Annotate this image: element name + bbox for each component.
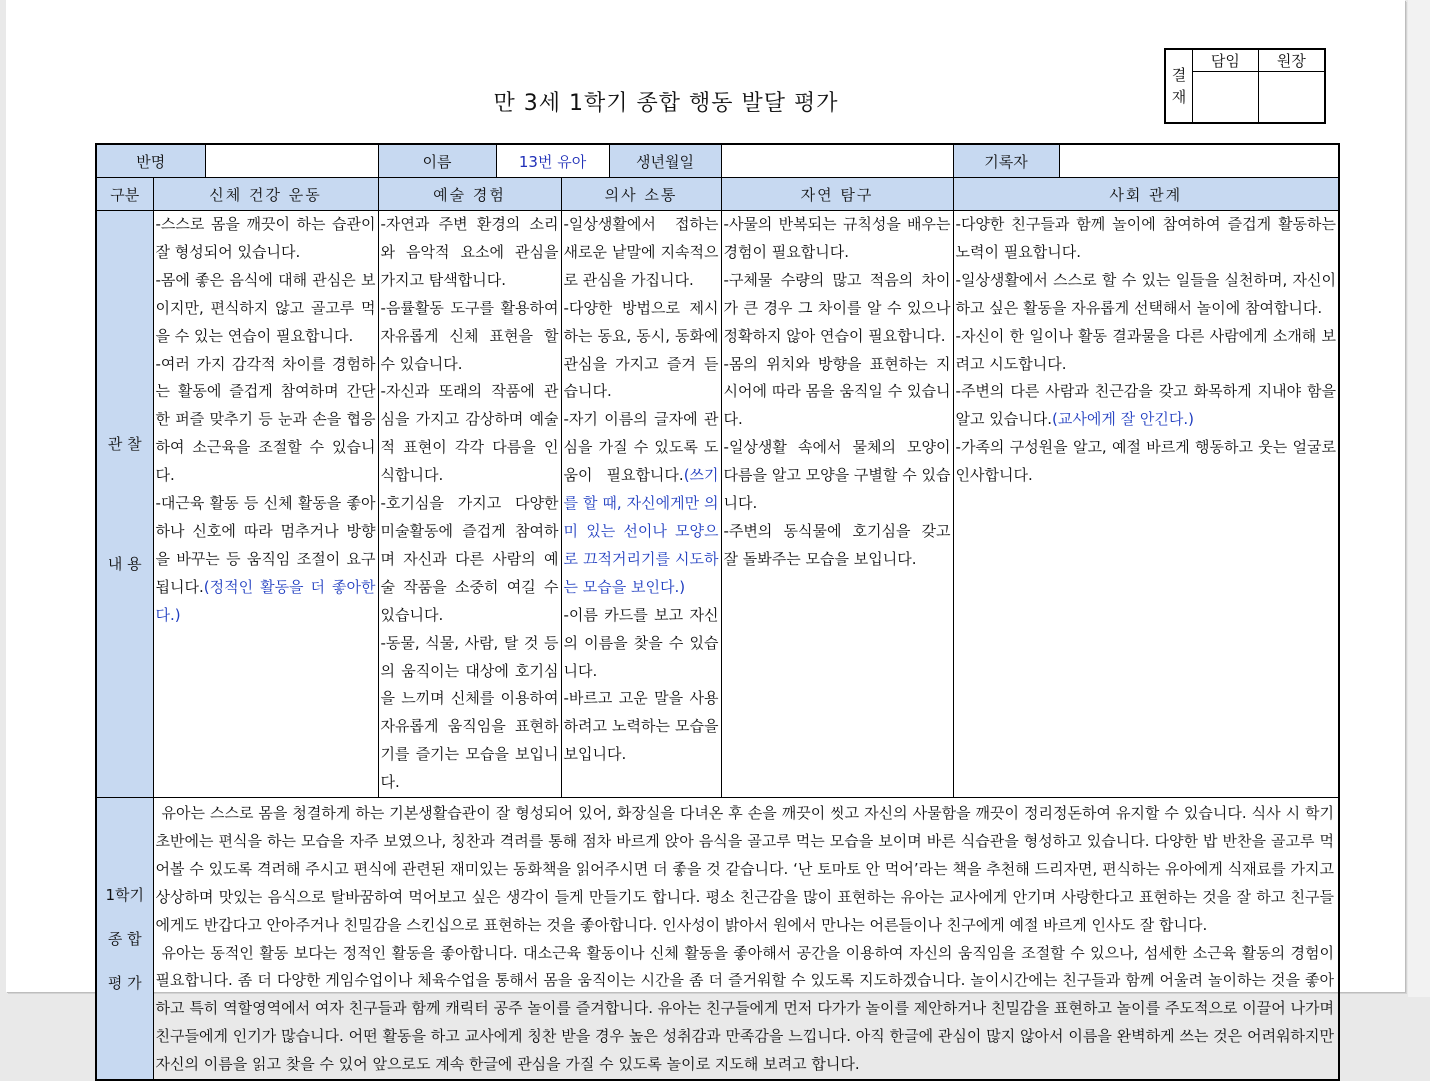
- category-row: [96, 178, 1339, 211]
- observation-social-note: (교사에게 잘 안긴다.): [1052, 410, 1194, 429]
- observation-social-text: -다양한 친구들과 함께 놀이에 참여하여 즐겁게 활동하는 노력이 필요합니다. -일상생활에서 스스로 할 수 있는 일들을 실천하며, 자신이 하고 싶은 활동을 자유롭게 선택해서 놀이에 참여합니다. -자신이 한 일이나 활동 결과물을 다른 사람에게 소개해 보려고 시도합니다. -주변의 다른 사람과 친근감을 갖고 화목하게 지내야 함을 알고 있습니다.: [955, 215, 1337, 429]
- approval-director-sign[interactable]: [1258, 72, 1325, 124]
- right-scrollbar[interactable]: [1408, 0, 1430, 997]
- observation-nature-text: -사물의 반복되는 규칙성을 배우는 경험이 필요합니다. -구체물 수량의 많고 적음의 차이가 큰 경우 그 차이를 알 수 있으나 정확하지 않아 연습이 필요합니다. -몸의 위치와 방향을 표현하는 지시어에 따라 몸을 움직일 수 있습니다. -일상생활 속에서 물체의 모양이 다름을 알고 모양을 구별할 수 있습니다. -주변의 동식물에 호기심을 갖고 잘 돌봐주는 모습을 보입니다.: [723, 215, 951, 568]
- observation-physical-text: -스스로 몸을 깨끗이 하는 습관이 잘 형성되어 있습니다. -몸에 좋은 음식에 대해 관심은 보이지만, 편식하지 않고 골고루 먹을 수 있는 연습이 필요합니다. -여러 가지 감각적 차이를 경험하는 활동에 즐겁게 참여하며 간단한 퍼즐 맞추기 등 눈과 손을 협응하여 소근육을 조절할 수 있습니다. -대근육 활동 등 신체 활동을 좋아하나 신호에 따라 멈추거나 방향을 바꾸는 등 움직임 조절이 요구됩니다.: [155, 215, 376, 596]
- approval-teacher-sign[interactable]: [1193, 72, 1259, 124]
- category-nature: 자연 탐구: [721, 178, 953, 211]
- category-physical: 신체 건강 운동: [153, 178, 378, 211]
- recorder-label: 기록자: [953, 144, 1059, 178]
- birth-value[interactable]: [721, 144, 953, 178]
- birth-label: 생년월일: [609, 144, 721, 178]
- observation-communication-note: (쓰기를 할 때, 자신에게만 의미 있는 선이나 모양으로 끄적거리기를 시도하는 모습을 보인다.): [563, 466, 719, 596]
- observation-social[interactable]: [953, 211, 1339, 798]
- summary-text[interactable]: [153, 798, 1339, 1081]
- summary-row: [96, 798, 1339, 1081]
- category-label: 구분: [96, 178, 153, 211]
- document-page: [6, 0, 1405, 1074]
- observation-social-text-after: -가족의 구성원을 알고, 예절 바르게 행동하고 웃는 얼굴로 인사합니다.: [955, 438, 1337, 485]
- observation-label: 관 찰 내 용: [96, 211, 153, 798]
- class-value[interactable]: [205, 144, 378, 178]
- page-title: 만 3세 1학기 종합 행동 발달 평가: [493, 91, 839, 116]
- info-row: [96, 144, 1339, 178]
- observation-art[interactable]: [378, 211, 561, 798]
- observation-nature[interactable]: [721, 211, 953, 798]
- category-art: 예술 경험: [378, 178, 561, 211]
- summary-paragraph-2: 유아는 동적인 활동 보다는 정적인 활동을 좋아합니다. 대소근육 활동이나 신체 활동을 좋아해서 공간을 이용하여 자신의 움직임을 조절할 수 있으나, 섬세한 소근육 활동의 경험이 필요합니다. 좀 더 다양한 게임수업이나 체육수업을 통해서 몸을 움직이는 시간을 좀 더 즐거워할 수 있도록 지도하겠습니다. 놀이시간에는 친구들과 함께 어울려 놀이하는 것을 좋아하고 특히 역할영역에서 여자 친구들과 함께 캐릭터 공주 놀이를 즐겨합니다. 유아는 친구들에게 먼저 다가가 놀이를 제안하거나 친밀감을 표현하고 놀이를 주도적으로 이끌어 나가며 친구들에게 인기가 많습니다. 어떤 활동을 하고 교사에게 칭찬 받을 경우 높은 성취감과 만족감을 느낍니다. 아직 한글에 관심이 많지 않아서 이름을 완벽하게 쓰는 것은 어려워하지만 자신의 이름을 읽고 찾을 수 있어 앞으로도 계속 한글에 관심을 가질 수 있도록 놀이로 지도해 보려고 합니다.: [155, 943, 1335, 1074]
- category-communication: 의사 소통: [561, 178, 721, 211]
- observation-art-text: -자연과 주변 환경의 소리와 음악적 요소에 관심을 가지고 탐색합니다. -음률활동 도구를 활용하여 자유롭게 신체 표현을 할 수 있습니다. -자신과 또래의 작품에 관심을 가지고 감상하며 예술적 표현이 각각 다름을 인식합니다. -호기심을 가지고 다양한 미술활동에 즐겁게 참여하며 자신과 다른 사람의 예술 작품을 소중히 여길 수 있습니다. -동물, 식물, 사람, 탈 것 등의 움직이는 대상에 호기심을 느끼며 신체를 이용하여 자유롭게 움직임을 표현하기를 즐기는 모습을 보입니다.: [380, 215, 559, 792]
- summary-label: 1학기 종 합 평 가: [96, 798, 153, 1081]
- observation-row: [96, 211, 1339, 798]
- observation-physical-note: (정적인 활동을 더 좋아한다.): [155, 577, 376, 624]
- observation-communication-text: -일상생활에서 접하는 새로운 낱말에 지속적으로 관심을 가집니다. -다양한 방법으로 제시하는 동요, 동시, 동화에 관심을 가지고 즐겨 듣습니다. -자기 이름의 글자에 관심을 가질 수 있도록 도움이 필요합니다.: [563, 215, 719, 485]
- approval-director-header: 원장: [1258, 49, 1325, 72]
- approval-label: 결 재: [1165, 49, 1193, 123]
- observation-physical[interactable]: [153, 211, 378, 798]
- approval-box: [1164, 48, 1326, 124]
- summary-paragraph-1: 유아는 스스로 몸을 청결하게 하는 기본생활습관이 잘 형성되어 있어, 화장실을 다녀온 후 손을 깨끗이 씻고 자신의 사물함을 깨끗이 정리정돈하여 유지할 수 있습니다. 식사 시 학기 초반에는 편식을 하는 모습을 자주 보였으나, 칭찬과 격려를 통해 점차 바르게 앉아 음식을 골고루 먹는 모습을 보이며 바른 식습관을 형성하고 있습니다. 다양한 밥 반찬을 골고루 먹어볼 수 있도록 격려해 주시고 편식에 관련된 재미있는 동화책을 읽어주시면 더 좋을 것 같습니다. ‘난 토마토 안 먹어’라는 책을 추천해 드리자면, 편식하는 유아에게 식재료를 가지고 상상하며 맛있는 음식으로 탈바꿈하여 먹어보고 싶은 생각이 들게 만들기도 합니다. 평소 친근감을 많이 표현하는 유아는 교사에게 안기며 사랑한다고 표현하는 것을 잘 하고 친구들에게도 반갑다고 안아주거나 친밀감을 스킨십으로 표현하는 것을 좋아합니다. 인사성이 밝아서 원에서 만나는 어른들이나 친구에게 예절 바르게 인사도 잘 합니다.: [155, 804, 1335, 934]
- category-social: 사회 관계: [953, 178, 1339, 211]
- observation-communication-text-after: -이름 카드를 보고 자신의 이름을 찾을 수 있습니다. -바르고 고운 말을 사용하려고 노력하는 모습을 보입니다.: [563, 605, 719, 764]
- name-label: 이름: [378, 144, 496, 178]
- approval-teacher-header: 담임: [1193, 49, 1259, 72]
- name-value[interactable]: 13번 유아: [496, 144, 609, 178]
- observation-communication[interactable]: [561, 211, 721, 798]
- class-label: 반명: [96, 144, 205, 178]
- recorder-value[interactable]: [1059, 144, 1339, 178]
- evaluation-table: [95, 143, 1340, 1081]
